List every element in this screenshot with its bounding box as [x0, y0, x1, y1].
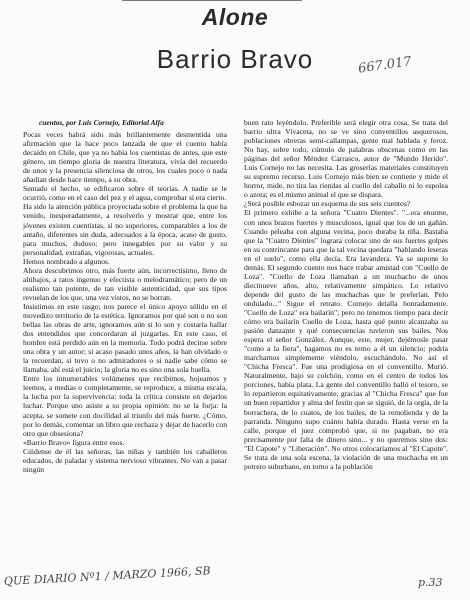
handwritten-page-number: p.33 [418, 576, 443, 589]
article-text-left: Pocas veces habrá sido más brillantemente desmentida una afirmación que la hace poco lanzada de que el cuento había decaído en Chile, que ya no había los cuentistas de antes, que este género, un tiempo gloria de nuestra literatura, vivía del recuerdo de unos y la presencia silenciosa de otros, los cuales poco o nada añadían desde hace tiempo, a su obra. Sentado el hecho, se edificaron sobre él teorías. A nadie se le ocurrió, como en el caso del pez y el agua, comprobar si era cierto. Ha sido la atención pública proyectada sobre el problema la que ha venido, inesperadamente, a resolverlo y mostrar que, entre los jóvenes existen cuentistas, si no superiores, comparables a los de antaño, diferentes sin duda, adecuados a la época, acaso de gusto, para muchos, dudoso; pero innegables por su valor y su personalidad, extrañas, vigorosas, actuales. Hemos nombrado a algunos. Ahora descubrimos otro, más fuerte aún, incorrectísimo, lleno de altibajos, a ratos ingenuo y efectista o melodramático; pero de un realismo tan potente, de tan visible autenticidad, que sus tipos revuelan de los que, una vez vistos, no se borran. Insistimos en este rasgo; nos parece el único apoyo sólido en el movedizo territorio de la estética. Ignoramos por qué son o no son bellas las obras de arte, ignoramos aún si lo son y costaría hallar dos entendidos que concordaran al juzgarlas. En este caso, el hombre está perdido aún en la memoria. Todo podrá decirse sobre una obra y un autor; si acaso pasado unos años, la han olvidado o la recuerdan, si tuvo o no admiradores o si nadie sabe cómo se llamaba, ahí está el juicio; la gloria no es sino una sola huella. Entre los innumerables volúmenes que recibimos, hojeamos y leemos, a medias o completamente, se reproduce, a misma escala, la lucha por la supervivencia: toda la crítica consiste en dejarlos luchar. Porque uno asiste a su propia opinión: no se la forja: la acepta, se somete con docilidad al triunfo del más fuerte. ¿Cómo, por lo demás, comentar un libro que rechaza y dejar de hacerlo con otro que obsesiona? «Barrio Bravo» figura entre esos. Cúidense de él las señoras, las niñas y también los caballeros educados, de paladar y sistema nervioso vibrantes. No van a pasar ningún [23, 130, 227, 474]
article-column-left [23, 118, 227, 558]
handwritten-source-note: QUE DIARIO Nº1 / MARZO 1966, SB [3, 564, 211, 588]
article-byline: cuentos, por Luis Cornejo, Editorial Alfa [39, 118, 164, 127]
book-title: Barrio Bravo [156, 44, 314, 74]
article-column-right: buen rato leyéndolo. Preferible será elegir otra cosa. Se trata del barrio ultra Vivaceta, no se ve sino conventillos asquerosos, poblaciones obreras semi-callampas, gente mal hablada y feroz. No hay, sobre todo, cúmulo de palabras obscenas como en las páginas del señor Méndez Carrasco, autor de "Mundo Herido". Luis Cornejo no las necesita. Las groserías materiales constituyen su supremo recurso. Luis Cornejo más bien se contiene y mide el horror, mide, no tira las riendas al cuello del caballo ni lo espolea o azota; es el mismo animal el que se dispara. ¿Será posible esbozar un esquema de sus seis cuentos? El primero exhibe a la señora "Cuatro Dientes". "...era enorme, con unos brazos fuertes y musculosos, igual que los de un gañán. Cuando peleaba con alguna vecina, poco duraba la riña. Bastaba que la "Cuatro Dientes" lograra colocar uno de sus fuertes golpes en su contrincante para que la tal vecina quedara "hablando leseras en el suelo", como ella decía. Era lavandera. Ya se supone lo demás. El segundo cuento nos hace trabar amistad con "Cuello de Loza". "Cuello de Loza llamaban a un muchacho de unos diecinueve años, alto, relativamente simpático. Lo relativo depende del gusto de las muchachas que le preferían. Pelo ondulado..." Sigue el retrato. Cornejo detalla honradamente. "Cuello de Loza" era bailarín"; pero no tenemos tiempo para decir cómo era bailarín Cuello de Loza, hasta qué punto alcanzaba su pasión danzante y qué consecuencias tuvieron sus bailes. Nos espera el señor González. Aunque, este, mujer, dejémosle pasar "como a la fiera", hagamos no es terno a él un silencio; podría marcharnos simplemente viéndolo, escuchándolo. No así el "Chicha Fresca". Fue una prodigiosa en el conventillo. Murió. Naturalmente, bajo su colchón, como en el centro de todos los porciones, había plata. La gente del conventillo halló el tesoro, se lo repartieron equitativamente, gracias al "Chicha Fresca" que fue un buen repartidor y alma del festín que se siguió, de la orgía, de la borrachera, de lo cuatos, de los bailes, de la remolienda y de la parranda. Ninguno supo cuánto había durado. Hasta verse en la calle, porque el juez comprobó que, si no pagaban, no era precisamente por falta de dinero sino... y no queremos sino dos: "El Capote" y "Liberación". No otros colocaríamos al "El Capote". Se trata de una sola escena, la violación de una muchacha en un potrero suburbano, en torno a la población [244, 118, 448, 471]
header-divider [122, 0, 302, 1]
author-name: Alone [201, 4, 269, 30]
handwritten-catalog-number: 667.017 [357, 54, 413, 77]
